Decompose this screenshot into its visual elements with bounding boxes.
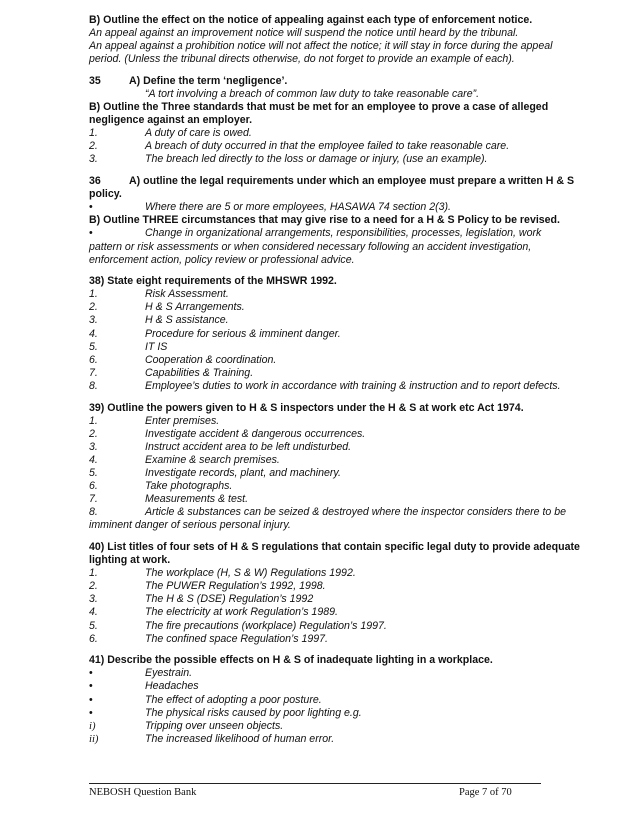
- list-item: [89, 733, 589, 746]
- item-text: The fire precautions (workplace) Regulation’s 1997.: [145, 619, 387, 632]
- q36-b-item-line-3: enforcement action, policy review or professional advice.: [89, 253, 355, 266]
- item-number: 7.: [89, 366, 98, 379]
- item-number: 2.: [89, 427, 98, 440]
- list-item: [89, 201, 589, 214]
- item-number: 1.: [89, 288, 98, 301]
- item-text: Tripping over unseen objects.: [145, 719, 284, 732]
- item-text: H & S Arrangements.: [145, 301, 245, 314]
- q35-heading-text: A) Define the term ‘negligence’.: [129, 74, 288, 87]
- q35-heading: [89, 75, 589, 88]
- list-item: [89, 328, 589, 341]
- list-item: [89, 428, 589, 441]
- bullet: •: [89, 706, 93, 719]
- list-item: [89, 367, 589, 380]
- item-text: Investigate accident & dangerous occurrences.: [145, 427, 366, 440]
- list-item: [89, 480, 589, 493]
- bullet: •: [89, 680, 93, 693]
- item-text: Where there are 5 or more employees, HASAWA 74 section 2(3).: [145, 201, 451, 214]
- item-number: 4.: [89, 453, 98, 466]
- item-text: The physical risks caused by poor lighting e.g.: [145, 706, 362, 719]
- item-number: 3.: [89, 593, 98, 606]
- item-number: 1.: [89, 567, 98, 580]
- list-item: [89, 301, 589, 314]
- list-item: [89, 694, 589, 707]
- item-text: The workplace (H, S & W) Regulations 1992.: [145, 567, 356, 580]
- list-item: [89, 493, 589, 506]
- page-number: Page 7 of 70: [459, 787, 512, 798]
- appeal-line-3: period. (Unless the tribunal directs otherwise, do not forget to provide an example of each).: [89, 53, 515, 66]
- item-text: Procedure for serious & imminent danger.: [145, 327, 341, 340]
- item-text: Examine & search premises.: [145, 453, 280, 466]
- q36-b-heading: B) Outline THREE circumstances that may give rise to a need for a H & S Policy to be revised.: [89, 214, 560, 227]
- q39-continuation: imminent danger of serious personal injury.: [89, 519, 291, 532]
- q40-heading-2: lighting at work.: [89, 554, 171, 567]
- footer-title: NEBOSH Question Bank: [89, 787, 197, 798]
- list-item: [89, 633, 589, 646]
- list-item: [89, 354, 589, 367]
- q40-heading-1: 40) List titles of four sets of H & S regulations that contain specific legal duty to provide adequate: [89, 540, 580, 553]
- item-text: The breach led directly to the loss or damage or injury, (use an example).: [145, 153, 488, 166]
- list-item: [89, 667, 589, 680]
- bullet: •: [89, 227, 93, 240]
- item-text: Take photographs.: [145, 480, 233, 493]
- list-item: [89, 720, 589, 733]
- bullet: •: [89, 201, 93, 214]
- item-number: 1.: [89, 414, 98, 427]
- appeal-line-2: An appeal against a prohibition notice will not affect the notice; it will stay in force during the appeal: [89, 40, 553, 53]
- list-item: [89, 380, 589, 393]
- list-item: [89, 127, 589, 140]
- list-item: [89, 140, 589, 153]
- item-text: The effect of adopting a poor posture.: [145, 693, 322, 706]
- item-number: i): [89, 720, 96, 732]
- item-text: Change in organizational arrangements, responsibilities, processes, legislation, work: [145, 227, 542, 240]
- list-item: [89, 580, 589, 593]
- q36-heading-2: policy.: [89, 188, 122, 201]
- item-number: 6.: [89, 632, 98, 645]
- list-item: [89, 454, 589, 467]
- item-text: The increased likelihood of human error.: [145, 732, 335, 745]
- item-number: 8.: [89, 379, 98, 392]
- item-number: 5.: [89, 619, 98, 632]
- item-number: 4.: [89, 327, 98, 340]
- list-item: [89, 288, 589, 301]
- q36-heading-text: A) outline the legal requirements under which an employee must prepare a written H & S: [129, 175, 575, 188]
- footer-rule: [89, 783, 541, 784]
- q36-b-item-line-2: pattern or risk assessments or when considered necessary following an accident investigation,: [89, 240, 532, 253]
- item-text: Enter premises.: [145, 414, 220, 427]
- item-text: Instruct accident area to be left undisturbed.: [145, 440, 352, 453]
- q35-b-heading-1: B) Outline the Three standards that must be met for an employee to prove a case of alleged: [89, 101, 549, 114]
- item-text: A duty of care is owed.: [145, 127, 252, 140]
- list-item: [89, 314, 589, 327]
- item-number: 5.: [89, 340, 98, 353]
- item-text: Risk Assessment.: [145, 288, 229, 301]
- list-item: [89, 620, 589, 633]
- list-item: [89, 441, 589, 454]
- item-number: 8.: [89, 506, 98, 519]
- list-item: [89, 341, 589, 354]
- list-item: [89, 680, 589, 693]
- item-text: IT IS: [145, 340, 168, 353]
- list-item: [89, 506, 589, 519]
- item-text: The confined space Regulation’s 1997.: [145, 632, 328, 645]
- list-item: [89, 593, 589, 606]
- list-item: [89, 707, 589, 720]
- item-number: 2.: [89, 301, 98, 314]
- q35-b-heading-2: negligence against an employer.: [89, 114, 253, 127]
- item-number: 7.: [89, 493, 98, 506]
- item-text: Cooperation & coordination.: [145, 353, 277, 366]
- item-number: 5.: [89, 467, 98, 479]
- item-number: 2.: [89, 140, 98, 153]
- q36-number: 36: [89, 175, 101, 188]
- item-text: The electricity at work Regulation’s 1989.: [145, 606, 338, 619]
- list-item: [89, 606, 589, 619]
- item-text: The H & S (DSE) Regulation’s 1992: [145, 593, 314, 606]
- item-number: 6.: [89, 480, 98, 493]
- bullet: •: [89, 693, 93, 706]
- list-item: [89, 567, 589, 580]
- page-content: [89, 14, 589, 746]
- q41-heading: 41) Describe the possible effects on H & S of inadequate lighting in a workplace.: [89, 654, 493, 667]
- item-text: Headaches: [145, 680, 199, 693]
- q36-heading: [89, 175, 589, 188]
- item-number: 4.: [89, 606, 98, 619]
- q39-heading: 39) Outline the powers given to H & S inspectors under the H & S at work etc Act 1974.: [89, 401, 524, 414]
- item-number: ii): [89, 733, 99, 745]
- list-item: [89, 153, 589, 166]
- item-text: Investigate records, plant, and machinery.: [145, 467, 341, 479]
- item-text: Measurements & test.: [145, 493, 249, 506]
- item-text: Capabilities & Training.: [145, 366, 254, 379]
- item-text: Eyestrain.: [145, 667, 193, 680]
- list-item: [89, 227, 589, 240]
- item-number: 3.: [89, 440, 98, 453]
- section-b-appeal-heading: B) Outline the effect on the notice of appealing against each type of enforcement notice.: [89, 14, 533, 26]
- item-text: A breach of duty occurred in that the employee failed to take reasonable care.: [145, 140, 510, 153]
- item-text: Article & substances can be seized & destroyed where the inspector considers there to be: [145, 506, 567, 519]
- item-text: The PUWER Regulation’s 1992, 1998.: [145, 580, 326, 593]
- bullet: •: [89, 667, 93, 680]
- list-item: [89, 415, 589, 428]
- item-text: H & S assistance.: [145, 314, 229, 327]
- item-number: 1.: [89, 127, 98, 140]
- appeal-line-1: An appeal against an improvement notice will suspend the notice until heard by the tribunal.: [89, 27, 519, 40]
- item-number: 3.: [89, 153, 98, 166]
- item-text: Employee’s duties to work in accordance with training & instruction and to report defects.: [145, 379, 561, 392]
- item-number: 6.: [89, 353, 98, 366]
- item-number: 2.: [89, 580, 98, 593]
- q35-definition: “A tort involving a breach of common law duty to take reasonable care”.: [145, 87, 480, 100]
- q35-number: 35: [89, 74, 101, 87]
- q38-heading: 38) State eight requirements of the MHSWR 1992.: [89, 275, 337, 288]
- list-item: [89, 467, 589, 480]
- item-number: 3.: [89, 314, 98, 327]
